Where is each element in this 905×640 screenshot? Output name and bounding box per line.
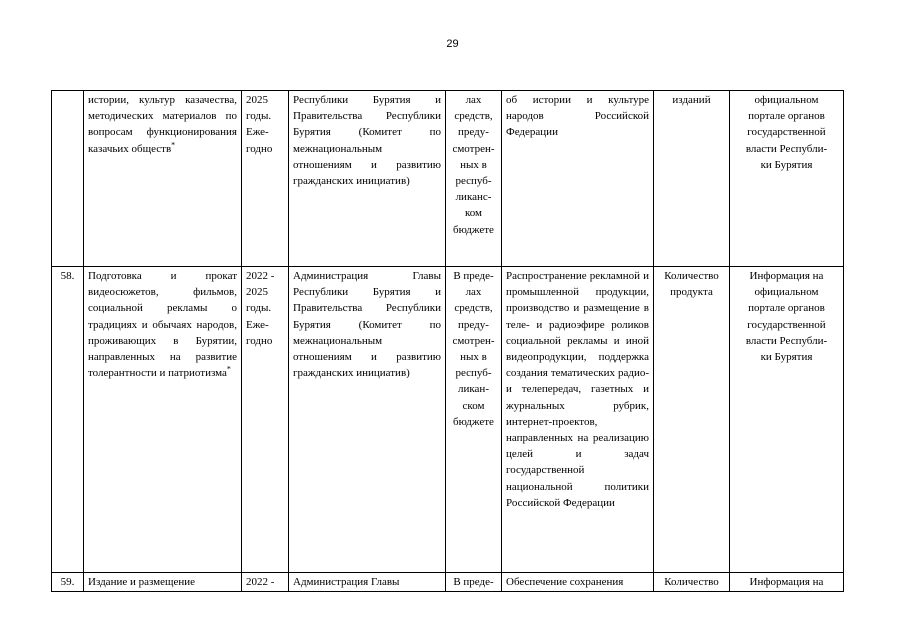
table-row bbox=[52, 91, 844, 267]
cell-reporting: Информация на bbox=[730, 573, 844, 592]
cell-name bbox=[84, 267, 242, 573]
page-number: 29 bbox=[446, 38, 459, 50]
cell-number: 59. bbox=[52, 573, 84, 592]
cell-indicator: Количество bbox=[654, 573, 730, 592]
cell-name bbox=[84, 91, 242, 267]
cell-financing: лах средств, преду- смотрен- ных в респуб- ликанс- ком бюджете bbox=[446, 91, 502, 267]
footnote-mark: * bbox=[226, 364, 231, 374]
cell-financing: В преде- bbox=[446, 573, 502, 592]
footnote-mark: * bbox=[171, 139, 176, 149]
cell-indicator: изданий bbox=[654, 91, 730, 267]
cell-executor: Администрация Главы bbox=[289, 573, 446, 592]
cell-result: Распространение рекламной и промышленной продукции, производство и размещение в теле- и радиоэфире роликов социальной рекламы и иной видеопродукции, поддержка создания тематических радио- и телепередач, газетных и журнальных рубрик, интернет-проектов, направленных на реализацию целей и задач государственной национальной политики Российской Федерации bbox=[502, 267, 654, 573]
cell-reporting: Информация на официальном портале органов государственной власти Республи- ки Бурятия bbox=[730, 267, 844, 573]
cell-result: Обеспечение сохранения bbox=[502, 573, 654, 592]
measures-table bbox=[51, 90, 844, 592]
cell-number: 58. bbox=[52, 267, 84, 573]
cell-number bbox=[52, 91, 84, 267]
cell-reporting: официальном портале органов государственной власти Республи- ки Бурятия bbox=[730, 91, 844, 267]
cell-indicator: Количество продукта bbox=[654, 267, 730, 573]
cell-name-text: истории, культур казачества, методических материалов по вопросам функционирования казачьих обществ bbox=[88, 94, 237, 155]
cell-name bbox=[84, 573, 242, 592]
cell-executor: Администрация Главы Республики Бурятия и Правительства Республики Бурятия (Комитет по межнациональным отношениям и развитию гражданских инициатив) bbox=[289, 267, 446, 573]
cell-term: 2025 годы. Еже- годно bbox=[242, 91, 289, 267]
cell-term: 2022 - 2025 годы. Еже- годно bbox=[242, 267, 289, 573]
cell-name-text: Издание и размещение bbox=[88, 576, 196, 588]
cell-term: 2022 - bbox=[242, 573, 289, 592]
cell-executor: Республики Бурятия и Правительства Республики Бурятия (Комитет по межнациональным отношениям и развитию гражданских инициатив) bbox=[289, 91, 446, 267]
cell-result: об истории и культуре народов Российской Федерации bbox=[502, 91, 654, 267]
cell-name-text: Подготовка и прокат видеосюжетов, фильмов, социальной рекламы о традициях и обычаях народов, проживающих в Бурятии, направленных на развитие толерантности и патриотизма bbox=[88, 270, 237, 380]
table-row bbox=[52, 573, 844, 592]
cell-financing: В преде- лах средств, преду- смотрен- ных в респуб- ликан- ском бюджете bbox=[446, 267, 502, 573]
table-row bbox=[52, 267, 844, 573]
